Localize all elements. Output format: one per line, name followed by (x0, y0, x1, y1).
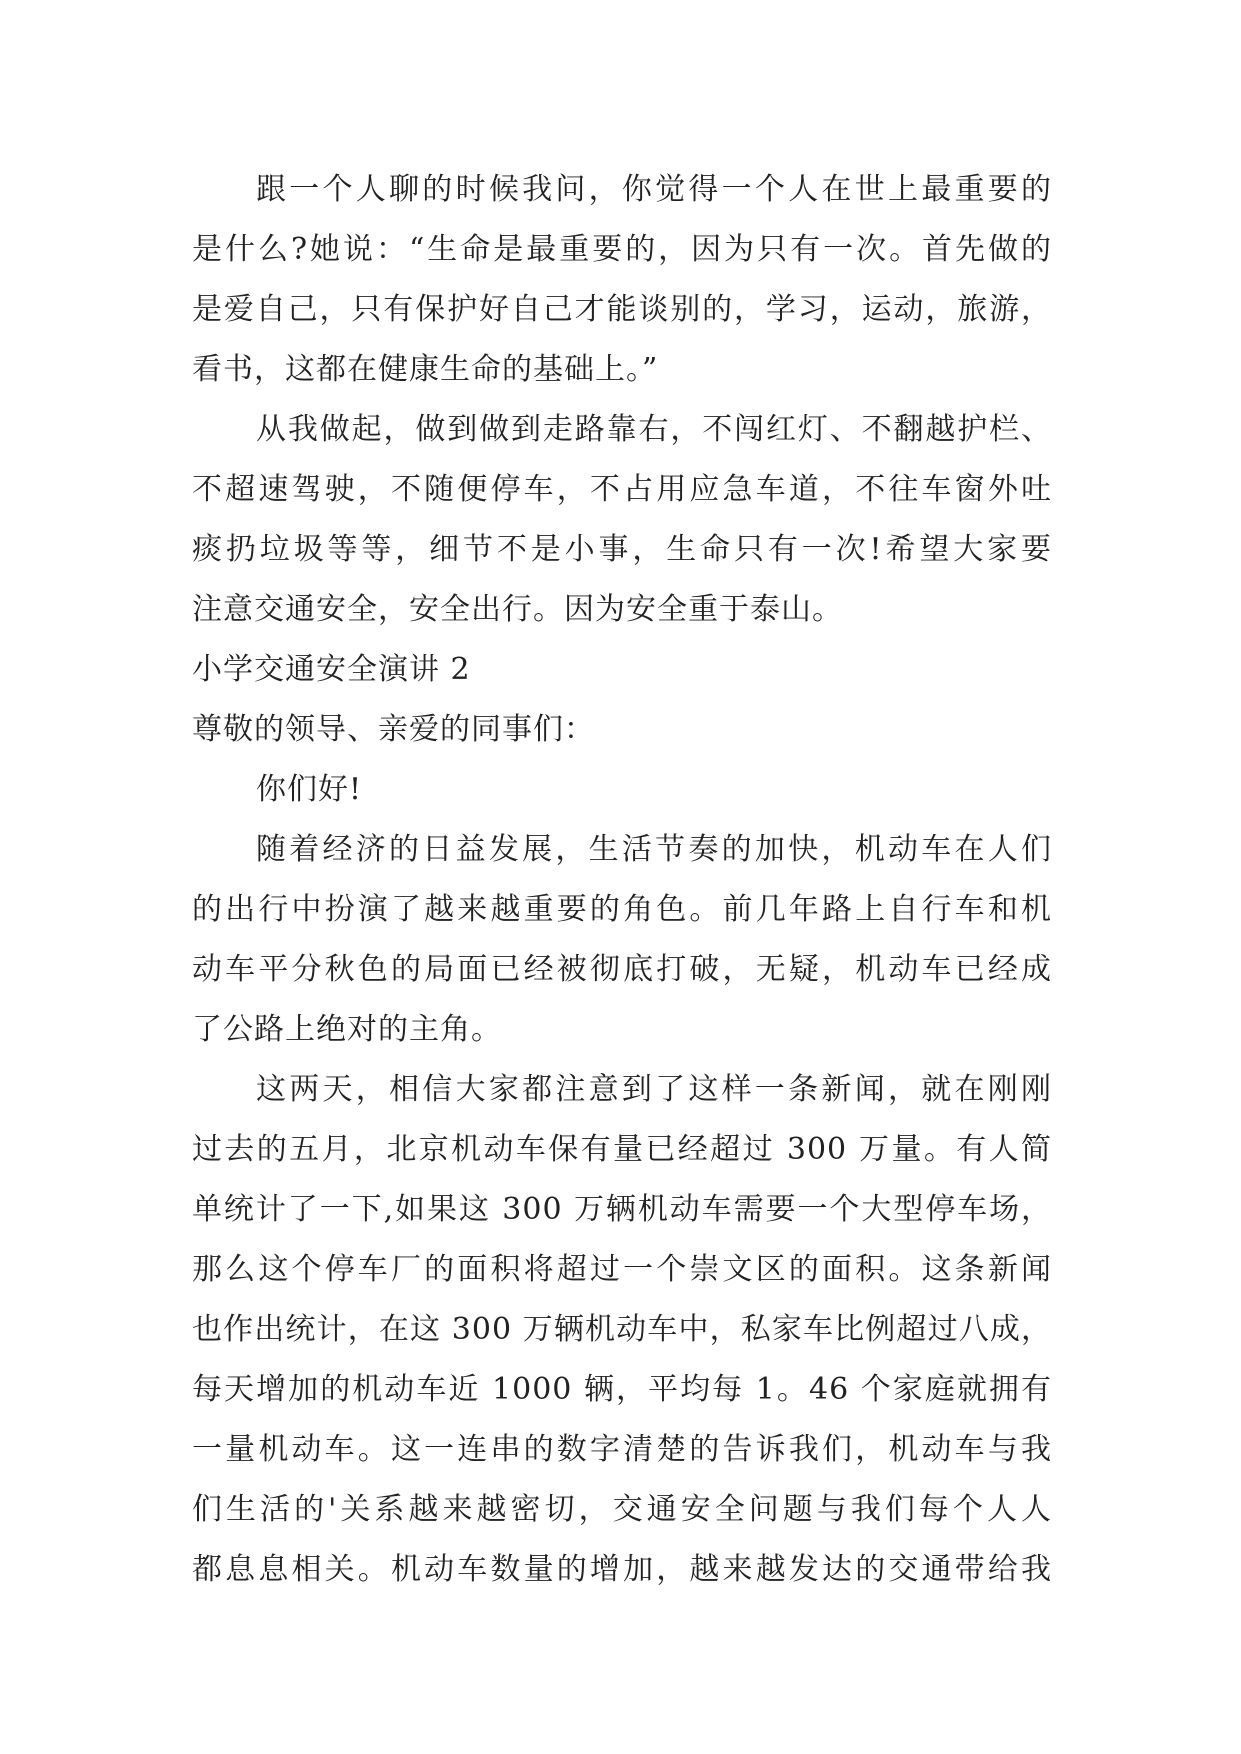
paragraph-line: 动车平分秋色的局面已经被彻底打破，无疑，机动车已经成 (192, 952, 1052, 987)
paragraph-line: 也作出统计，在这 300 万辆机动车中，私家车比例超过八成， (192, 1312, 1052, 1347)
paragraph-line: 是爱自己，只有保护好自己才能谈别的，学习，运动，旅游， (192, 292, 1052, 327)
paragraph-line: 痰扔垃圾等等，细节不是小事，生命只有一次!希望大家要 (192, 532, 1052, 567)
paragraph-line: 注意交通安全，安全出行。因为安全重于泰山。 (192, 592, 843, 627)
paragraph-line: 单统计了一下,如果这 300 万辆机动车需要一个大型停车场， (192, 1192, 1052, 1227)
paragraph-line: 看书，这都在健康生命的基础上。” (192, 352, 659, 387)
paragraph-line: 一量机动车。这一连串的数字清楚的告诉我们，机动车与我 (192, 1432, 1052, 1467)
paragraph-line: 都息息相关。机动车数量的增加，越来越发达的交通带给我 (192, 1552, 1052, 1587)
paragraph-line: 了公路上绝对的主角。 (192, 1012, 502, 1047)
document-body (192, 160, 1052, 1600)
paragraph-line: 的出行中扮演了越来越重要的角色。前几年路上自行车和机 (192, 892, 1052, 927)
paragraph-line: 过去的五月，北京机动车保有量已经超过 300 万量。有人简 (192, 1132, 1052, 1167)
greeting: 你们好! (256, 772, 363, 807)
paragraph-line: 是什么?她说：“生命是最重要的，因为只有一次。首先做的 (192, 232, 1052, 267)
section-title: 小学交通安全演讲 2 (192, 652, 471, 687)
paragraph-line: 跟一个人聊的时候我问，你觉得一个人在世上最重要的 (256, 172, 1052, 207)
paragraph-line: 们生活的'关系越来越密切，交通安全问题与我们每个人人 (192, 1492, 1052, 1527)
paragraph-line: 这两天，相信大家都注意到了这样一条新闻，就在刚刚 (256, 1072, 1052, 1107)
paragraph-line: 从我做起，做到做到走路靠右，不闯红灯、不翻越护栏、 (256, 412, 1052, 447)
paragraph-line: 随着经济的日益发展，生活节奏的加快，机动车在人们 (256, 832, 1052, 867)
salutation: 尊敬的领导、亲爱的同事们： (192, 712, 595, 747)
paragraph-line: 那么这个停车厂的面积将超过一个崇文区的面积。这条新闻 (192, 1252, 1052, 1287)
paragraph-line: 不超速驾驶，不随便停车，不占用应急车道，不往车窗外吐 (192, 472, 1052, 507)
paragraph-line: 每天增加的机动车近 1000 辆，平均每 1。46 个家庭就拥有 (192, 1372, 1052, 1407)
